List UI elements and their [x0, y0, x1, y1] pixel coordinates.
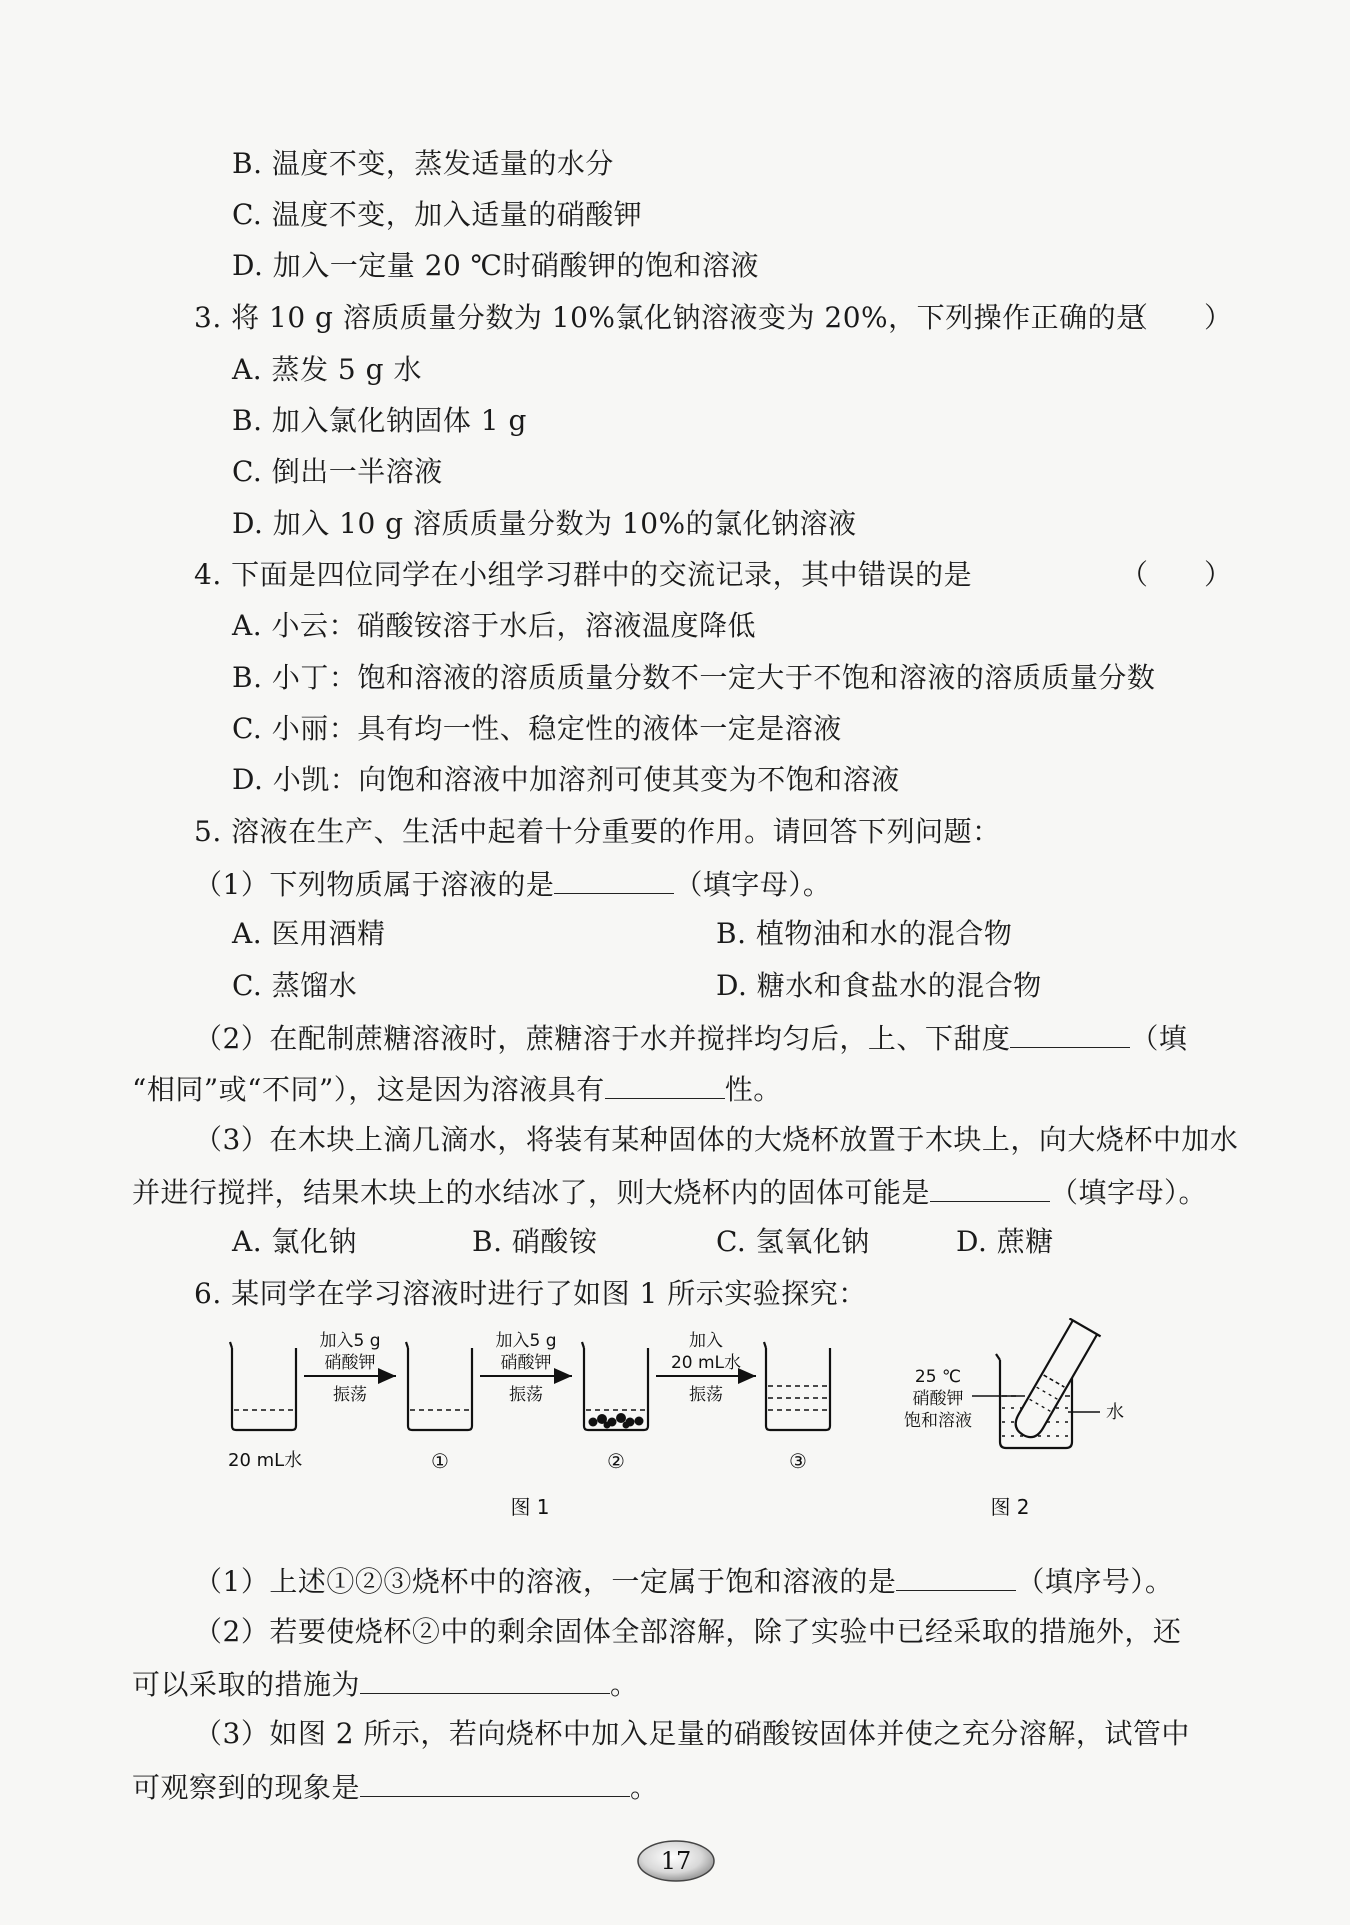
q6-part3-line1: （3）如图 2 所示，若向烧杯中加入足量的硝酸铵固体并使之充分溶解，试管中 — [194, 1717, 1190, 1750]
undissolved-solid — [589, 1413, 644, 1429]
q4-stem: 4. 下面是四位同学在小组学习群中的交流记录，其中错误的是 — [194, 558, 973, 591]
q6-part3-blank[interactable] — [360, 1766, 630, 1797]
figure2 — [904, 1318, 1124, 1518]
q3-option-d: D. 加入 10 g 溶质质量分数为 10%的氯化钠溶液 — [232, 507, 857, 540]
q6-part2-text: 可以采取的措施为 — [132, 1668, 361, 1701]
beaker-2-label: ② — [607, 1449, 625, 1473]
q3-answer-parens: （ ） — [1120, 301, 1233, 334]
q5-part2-line2 — [132, 1068, 782, 1110]
q6-part1-text: （1）上述①②③烧杯中的溶液，一定属于饱和溶液的是 — [194, 1565, 897, 1598]
step2-line3: 振荡 — [509, 1385, 543, 1405]
q3-option-a: A. 蒸发 5 g 水 — [232, 353, 422, 386]
q5-part1-option-c: C. 蒸馏水 — [232, 969, 358, 1002]
q6-part1 — [194, 1560, 1173, 1602]
page-number-badge — [636, 1838, 716, 1884]
q4-option-c: C. 小丽：具有均一性、稳定性的液体一定是溶液 — [232, 712, 842, 745]
step2-line1: 加入5 g — [495, 1331, 557, 1351]
q5-part3-option-a: A. 氯化钠 — [232, 1225, 358, 1258]
fig2-water-label: 水 — [1106, 1402, 1124, 1423]
q6-figure-svg — [220, 1318, 1140, 1518]
q4-answer-parens: （ ） — [1120, 558, 1233, 591]
step1-line2: 硝酸钾 — [324, 1353, 376, 1373]
fig2-label-line2: 硝酸钾 — [912, 1389, 964, 1409]
q5-part3-line2 — [132, 1171, 1207, 1213]
fig2-test-tube — [1007, 1318, 1100, 1443]
figure1-caption: 图 1 — [510, 1495, 550, 1518]
q5-part3-line1: （3）在木块上滴几滴水，将装有某种固体的大烧杯放置于木块上，向大烧杯中加水 — [194, 1123, 1239, 1156]
q5-part2-blank2[interactable] — [605, 1068, 725, 1099]
q5-part1-blank[interactable] — [554, 863, 674, 894]
q5-part1-suffix: （填字母）。 — [674, 868, 832, 901]
beaker-initial-label: 20 mL水 — [228, 1450, 303, 1471]
q5-part2-text2: “相同”或“不同”），这是因为溶液具有 — [132, 1073, 605, 1106]
step3-line3: 振荡 — [689, 1385, 723, 1405]
step3-line1: 加入 — [689, 1331, 723, 1351]
q5-part2-text: （2）在配制蔗糖溶液时，蔗糖溶于水并搅拌均匀后，上、下甜度 — [194, 1022, 1011, 1055]
step2 — [480, 1331, 572, 1405]
q6-part2-blank[interactable] — [360, 1663, 610, 1694]
step1-line1: 加入5 g — [319, 1331, 381, 1351]
beaker-initial — [228, 1342, 302, 1471]
page-number: 17 — [660, 1847, 692, 1875]
q5-part1-text: （1）下列物质属于溶液的是 — [194, 868, 555, 901]
q4-option-b: B. 小丁：饱和溶液的溶质质量分数不一定大于不饱和溶液的溶质质量分数 — [232, 661, 1156, 694]
fig2-label-line3: 饱和溶液 — [904, 1411, 972, 1431]
q6-part2-line1: （2）若要使烧杯②中的剩余固体全部溶解，除了实验中已经采取的措施外，还 — [194, 1615, 1182, 1648]
q6-figures — [220, 1318, 1140, 1518]
q6-part2-suffix: 。 — [610, 1668, 639, 1701]
q6-stem: 6. 某同学在学习溶液时进行了如图 1 所示实验探究： — [194, 1277, 867, 1310]
q3-option-c: C. 倒出一半溶液 — [232, 455, 443, 488]
q6-part2-line2 — [132, 1663, 639, 1705]
q5-part1-option-a: A. 医用酒精 — [232, 917, 386, 950]
beaker-3 — [764, 1342, 830, 1473]
beaker-1-label: ① — [431, 1449, 449, 1473]
q4-option-a: A. 小云：硝酸铵溶于水后，溶液温度降低 — [232, 609, 757, 642]
step1-line3: 振荡 — [333, 1385, 367, 1405]
beaker-2 — [582, 1342, 648, 1473]
q3-stem: 3. 将 10 g 溶质质量分数为 10%氯化钠溶液变为 20%，下列操作正确的是 — [194, 301, 1145, 334]
q2-option-b: B. 温度不变，蒸发适量的水分 — [232, 147, 614, 180]
q5-part1-option-d: D. 糖水和食盐水的混合物 — [716, 969, 1042, 1002]
q3-option-b: B. 加入氯化钠固体 1 g — [232, 404, 527, 437]
q5-part2-suffix1: （填 — [1130, 1022, 1188, 1055]
fig2-label-line1: 25 ℃ — [914, 1367, 962, 1387]
figure2-caption: 图 2 — [990, 1495, 1030, 1518]
q6-part1-blank[interactable] — [896, 1560, 1016, 1591]
step1 — [304, 1331, 396, 1405]
step2-line2: 硝酸钾 — [500, 1353, 552, 1373]
q5-stem: 5. 溶液在生产、生活中起着十分重要的作用。请回答下列问题： — [194, 815, 1001, 848]
q5-part2-blank1[interactable] — [1010, 1017, 1130, 1048]
q6-part1-suffix: （填序号）。 — [1016, 1565, 1174, 1598]
q2-option-c: C. 温度不变，加入适量的硝酸钾 — [232, 198, 643, 231]
q6-part3-suffix: 。 — [630, 1771, 659, 1804]
q5-part3-option-b: B. 硝酸铵 — [472, 1225, 598, 1258]
step3 — [656, 1331, 756, 1405]
q5-part1-option-b: B. 植物油和水的混合物 — [716, 917, 1013, 950]
beaker-3-label: ③ — [789, 1449, 807, 1473]
beaker-1 — [406, 1342, 472, 1473]
q5-part3-suffix: （填字母）。 — [1050, 1176, 1208, 1209]
q2-option-d: D. 加入一定量 20 ℃时硝酸钾的饱和溶液 — [232, 249, 760, 282]
q5-part3-option-c: C. 氢氧化钠 — [716, 1225, 870, 1258]
q5-part2-suffix2: 性。 — [724, 1073, 782, 1106]
q5-part1 — [194, 863, 831, 905]
q5-part2-line1 — [194, 1017, 1187, 1059]
q6-part3-text: 可观察到的现象是 — [132, 1771, 361, 1804]
q5-part3-text: 并进行搅拌，结果木块上的水结冰了，则大烧杯内的固体可能是 — [132, 1176, 931, 1209]
q5-part3-option-d: D. 蔗糖 — [956, 1225, 1054, 1258]
q5-part3-blank[interactable] — [930, 1171, 1050, 1202]
q4-option-d: D. 小凯：向饱和溶液中加溶剂可使其变为不饱和溶液 — [232, 763, 900, 796]
q6-part3-line2 — [132, 1766, 659, 1808]
step3-line2: 20 mL水 — [670, 1353, 742, 1373]
